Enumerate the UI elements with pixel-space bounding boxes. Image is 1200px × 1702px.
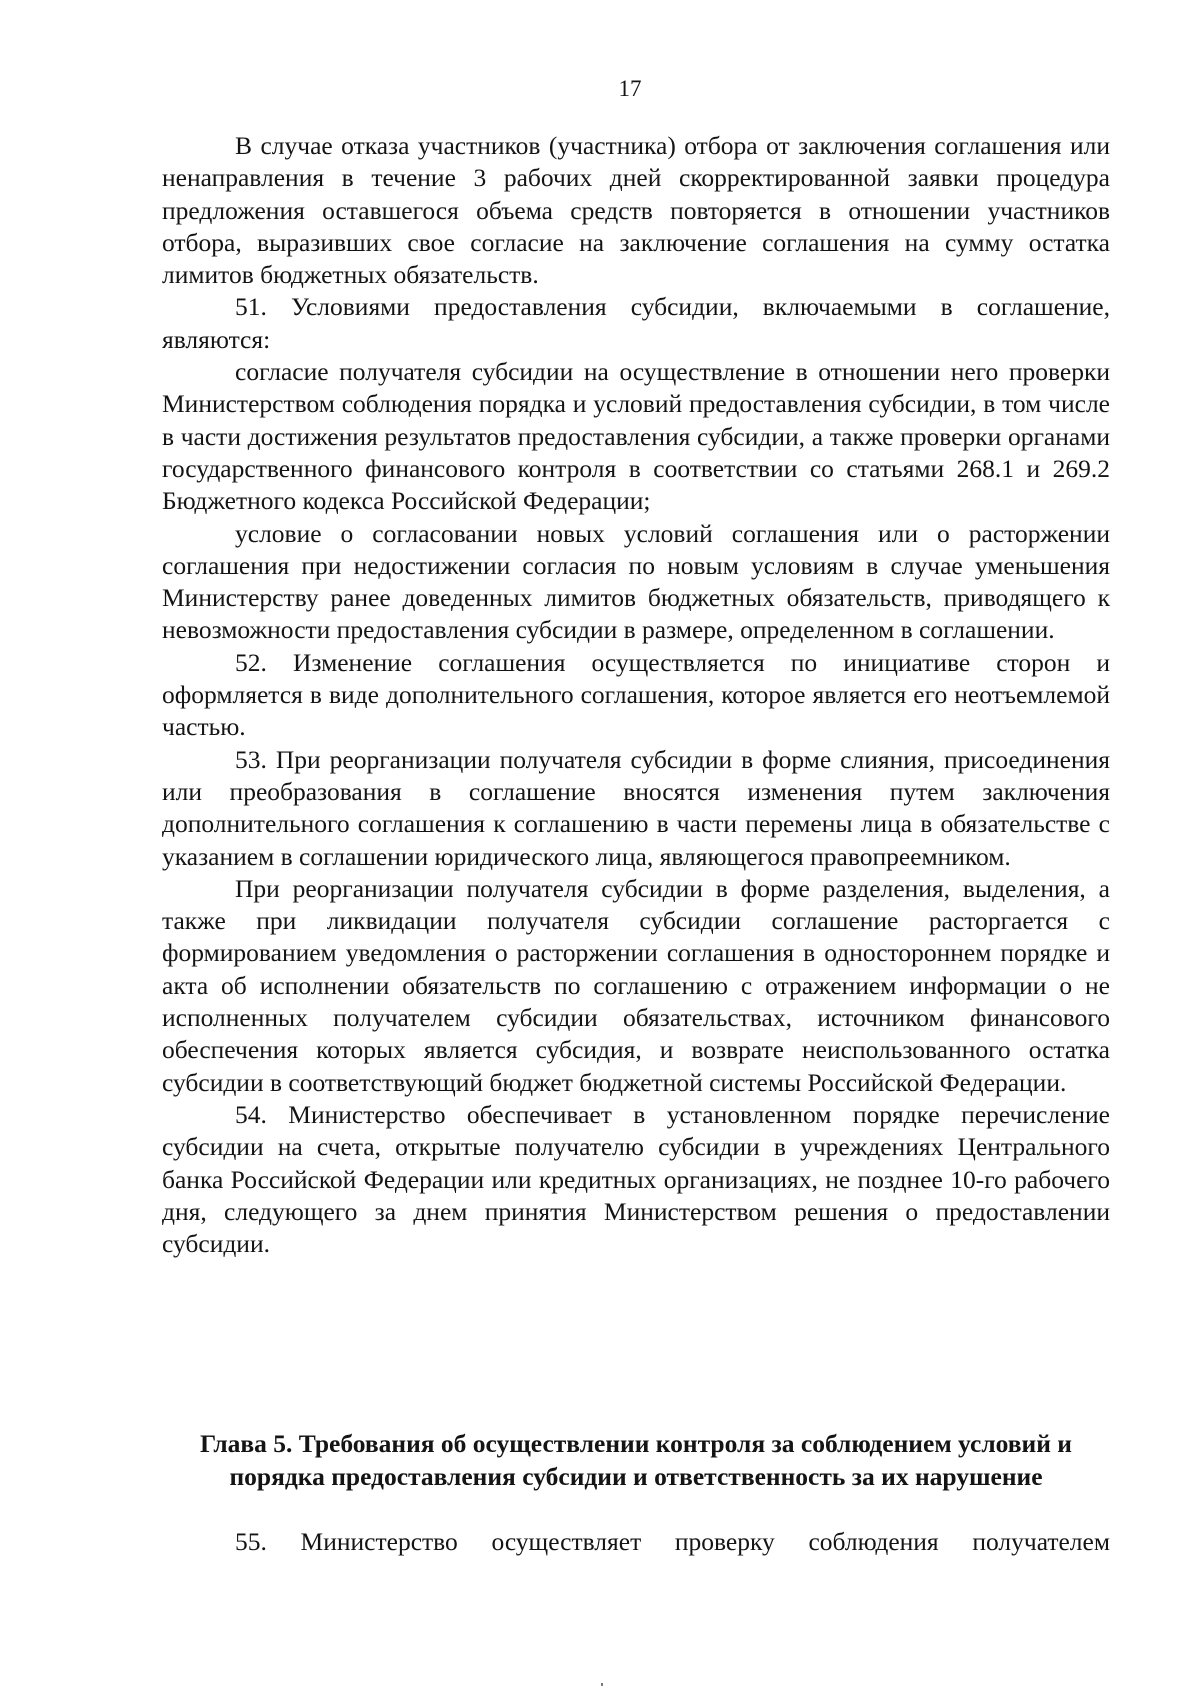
scan-speck	[601, 1683, 603, 1686]
paragraph-52-agreement-change: 52. Изменение соглашения осуществляется по инициативе сторон и оформляется в виде дополнительного соглашения, которое является его неотъемлемой частью.	[162, 647, 1110, 742]
paragraph-54-transfer: 54. Министерство обеспечивает в установленном порядке перечисление субсидии на счета, открытые получателю субсидии в учреждениях Центрального банка Российской Федерации или кредитных организациях, не позднее 10-го рабочего дня, следующего за днем принятия Министерством решения о предоставлении субсидии.	[162, 1099, 1110, 1259]
paragraph-51-conditions: 51. Условиями предоставления субсидии, включаемыми в соглашение, являются:	[162, 292, 1110, 354]
paragraph-refusal-procedure: В случае отказа участников (участника) отбора от заключения соглашения или ненаправления в течение 3 рабочих дней скорректированной заявки процедура предложения оставшегося объема средств повторяется в отношении участников отбора, выразивших свое согласие на заключение соглашения на сумму остатка лимитов бюджетных обязательств.	[162, 131, 1110, 290]
document-body-continued	[162, 1526, 1110, 1558]
paragraph-53-reorganization: 53. При реорганизации получателя субсидии в форме слияния, присоединения или преобразования в соглашение вносятся изменения путем заключения дополнительного соглашения к соглашению в части перемены лица в обязательстве с указанием в соглашении юридического лица, являющегося правопреемником.	[162, 744, 1110, 871]
document-body	[162, 130, 1110, 1260]
page-number: 17	[618, 76, 642, 101]
paragraph-consent-to-inspection: согласие получателя субсидии на осуществление в отношении него проверки Министерством соблюдения порядка и условий предоставления субсидии, в том числе в части достижения результатов предоставления субсидии, а также проверки органами государственного финансового контроля в соответствии со статьями 268.1 и 269.2 Бюджетного кодекса Российской Федерации;	[162, 357, 1110, 516]
chapter-heading: Глава 5. Требования об осуществлении контроля за соблюдением условий и порядка предоставления субсидии и ответственность за их нарушение	[199, 1429, 1072, 1491]
paragraph-reorganization-division: При реорганизации получателя субсидии в форме разделения, выделения, а также при ликвидации получателя субсидии соглашение расторгается с формированием уведомления о расторжении соглашения в одностороннем порядке и акта об исполнении обязательств по соглашению с отражением информации о не исполненных получателем субсидии обязательствах, источником финансового обеспечения которых является субсидия, и возврате неиспользованного остатка субсидии в соответствующий бюджет бюджетной системы Российской Федерации.	[162, 873, 1110, 1097]
paragraph-55-inspection: 55. Министерство осуществляет проверку соблюдения получателем	[235, 1527, 1110, 1556]
paragraph-agreement-termination-condition: условие о согласовании новых условий соглашения или о расторжении соглашения при недостижении согласия по новым условиям в случае уменьшения Министерству ранее доведенных лимитов бюджетных обязательств, приводящего к невозможности предоставления субсидии в размере, определенном в соглашении.	[162, 518, 1110, 645]
